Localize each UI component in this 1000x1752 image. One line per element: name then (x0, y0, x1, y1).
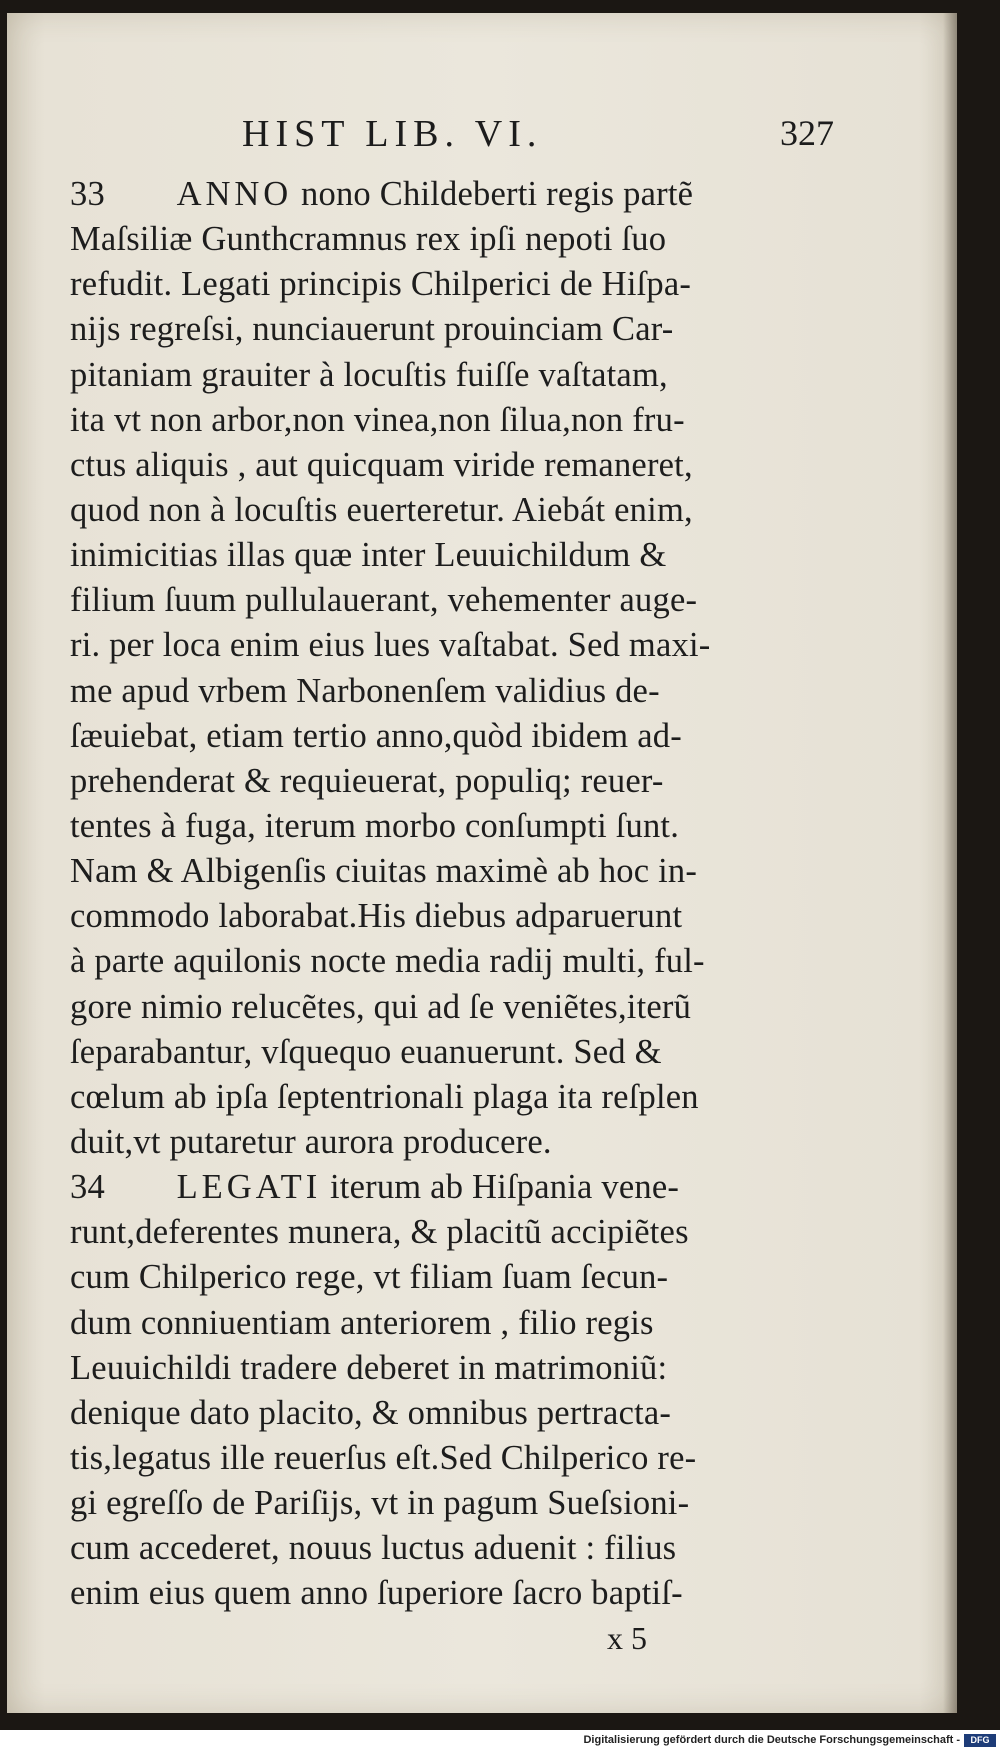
text-line (70, 1570, 850, 1615)
line-text: nono Childeberti regis partẽ (292, 174, 694, 213)
footer-credit: Digitalisierung gefördert durch die Deutsche Forschungsgemeinschaft - (583, 1734, 960, 1746)
line-text: iterum ab Hiſpania vene- (321, 1167, 680, 1207)
running-head-title: HIST LIB. VI. (242, 113, 543, 155)
text-line (70, 1300, 850, 1345)
page-edge-shadow (943, 13, 957, 1713)
text-line (70, 1435, 850, 1480)
text-line (70, 352, 850, 397)
text-line (70, 1119, 850, 1164)
line-text: ita vt non arbor,non vinea,non ſilua,non fru- (70, 399, 685, 439)
text-line (70, 713, 850, 758)
line-text: ctus aliquis , aut quicquam viride remaneret, (70, 444, 693, 484)
line-text: commodo laborabat.His diebus adparuerunt (70, 896, 683, 936)
body-text (70, 171, 860, 1616)
line-text: pitaniam grauiter à locuſtis fuiſſe vaſtatam, (70, 354, 668, 394)
text-line (70, 848, 850, 893)
dfg-logo: DFG (964, 1734, 996, 1747)
line-text: ſeparabantur, vſquequo euanuerunt. Sed & (70, 1031, 662, 1071)
text-line (70, 216, 850, 261)
line-text: cum accederet, nouus luctus aduenit : filius (70, 1528, 677, 1568)
text-line (70, 1029, 850, 1074)
text-line (70, 261, 850, 306)
text-line (70, 893, 850, 938)
line-text: tis,legatus ille reuerſus eſt.Sed Chilperico re- (70, 1437, 697, 1477)
text-line (70, 1254, 850, 1299)
signature-mark: x 5 (607, 1620, 647, 1656)
text-line (70, 758, 850, 803)
footer-bar (0, 1730, 1000, 1752)
text-line (70, 984, 850, 1029)
line-text: cœlum ab ipſa ſeptentrionali plaga ita reſplen (70, 1076, 699, 1116)
text-line (70, 1209, 850, 1254)
text-line (70, 1390, 850, 1435)
text-line (70, 668, 850, 713)
line-text: runt,deferentes munera, & placitũ accipiẽtes (70, 1212, 689, 1252)
line-text: refudit. Legati principis Chilperici de Hiſpa- (70, 264, 692, 304)
text-line (70, 803, 850, 848)
line-text: dum conniuentiam anteriorem , filio regis (70, 1302, 654, 1342)
line-text: prehenderat & requieuerat, populiq; reuer- (70, 760, 664, 800)
line-text: denique dato placito, & omnibus pertracta- (70, 1392, 672, 1432)
text-line (70, 397, 850, 442)
line-text: Maſsiliæ Gunthcramnus rex ipſi nepoti ſuo (70, 219, 667, 259)
text-line (70, 532, 850, 577)
line-text: gore nimio relucẽtes, qui ad ſe veniẽtes,iterũ (70, 986, 692, 1026)
book-page (7, 13, 957, 1713)
text-line (70, 1164, 850, 1209)
line-text: nijs regreſsi, nunciauerunt prouinciam Car- (70, 309, 674, 349)
page-number: 327 (780, 113, 834, 153)
line-text: quod non à locuſtis euerteretur. Aiebát enim, (70, 489, 693, 529)
running-head (7, 112, 957, 162)
text-line (70, 442, 850, 487)
line-text: à parte aquilonis nocte media radij multi, ful- (70, 941, 705, 981)
line-text: Leuuichildi tradere deberet in matrimoniũ: (70, 1347, 668, 1387)
text-line (70, 1074, 850, 1119)
line-text: ri. per loca enim eius lues vaſtabat. Sed maxi- (70, 625, 711, 665)
line-text: inimicitias illas quæ inter Leuuichildum & (70, 535, 667, 575)
text-line (70, 622, 850, 667)
text-line (70, 306, 850, 351)
text-line (70, 577, 850, 622)
chapter-number: 34 (70, 1167, 105, 1207)
line-text: cum Chilperico rege, vt filiam ſuam ſecun- (70, 1257, 669, 1297)
text-line (70, 171, 850, 216)
text-line (70, 1480, 850, 1525)
line-text: gi egreſſo de Pariſijs, vt in pagum Sueſsioni- (70, 1483, 690, 1523)
text-line (70, 487, 850, 532)
chapter-opening-caps: ANNO (176, 174, 293, 213)
chapter-number: 33 (70, 174, 105, 213)
line-text: ſæuiebat, etiam tertio anno,quòd ibidem ad- (70, 715, 682, 755)
text-line (70, 1525, 850, 1570)
chapter-opening-caps: LEGATI (176, 1167, 322, 1207)
line-text: tentes à fuga, iterum morbo conſumpti ſunt. (70, 805, 680, 845)
line-text: Nam & Albigenſis ciuitas maximè ab hoc in- (70, 851, 698, 891)
text-line (70, 1345, 850, 1390)
line-text: duit,vt putaretur aurora producere. (70, 1121, 552, 1161)
line-text: me apud vrbem Narbonenſem validius de- (70, 670, 660, 710)
line-text: filium ſuum pullulauerant, vehementer auge- (70, 580, 698, 620)
line-text: enim eius quem anno ſuperiore ſacro baptiſ- (70, 1573, 683, 1613)
text-line (70, 938, 850, 983)
